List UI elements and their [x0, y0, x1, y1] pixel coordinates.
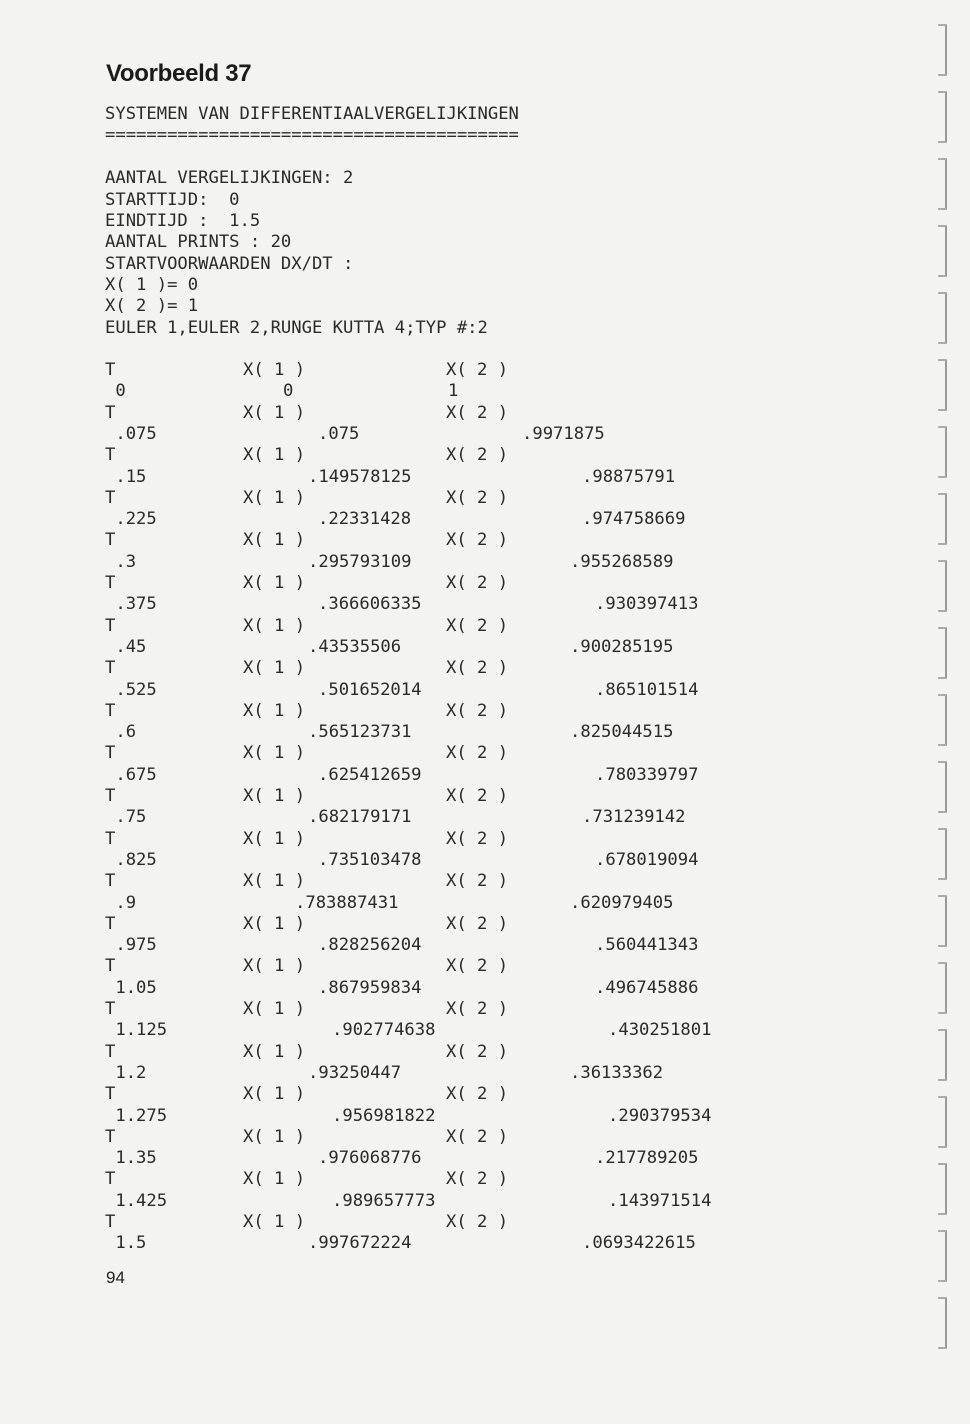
header-x1: X( 1 ) — [243, 1126, 306, 1147]
binder-tab-mark — [938, 1096, 947, 1148]
header-x2: X( 2 ) — [446, 402, 509, 423]
header-x2: X( 2 ) — [446, 360, 509, 380]
value-x2: .0693422615 — [582, 1233, 696, 1254]
value-x2: .780339797 — [595, 764, 699, 785]
header-x1: X( 1 ) — [243, 615, 306, 636]
header-x2: X( 2 ) — [446, 828, 509, 849]
value-x1: .625412659 — [318, 764, 422, 785]
value-x2: .217789205 — [595, 1148, 699, 1169]
value-x2: .98875791 — [582, 466, 676, 487]
value-t: .075 — [105, 423, 157, 444]
page-number: 94 — [106, 1268, 125, 1287]
value-x2: .430251801 — [608, 1020, 712, 1041]
value-t: .3 — [105, 551, 137, 572]
header-x1: X( 1 ) — [243, 828, 306, 849]
header-x1: X( 1 ) — [243, 658, 306, 679]
value-x2: .900285195 — [570, 636, 674, 657]
value-t: .75 — [105, 807, 147, 828]
binder-tab-mark — [938, 1230, 947, 1282]
binder-tab-mark — [938, 91, 947, 143]
binder-tab-mark — [938, 627, 947, 679]
binder-tab-mark — [938, 694, 947, 746]
binder-tab-mark — [938, 1029, 947, 1081]
value-t: 1.35 — [105, 1148, 157, 1169]
value-t: 1.275 — [105, 1105, 168, 1126]
param-equations: AANTAL VERGELIJKINGEN: 2 — [105, 168, 354, 188]
header-t: T — [105, 999, 116, 1019]
program-title: SYSTEMEN VAN DIFFERENTIAALVERGELIJKINGEN — [105, 104, 519, 124]
value-t: .825 — [105, 849, 157, 870]
value-x1: .902774638 — [332, 1020, 436, 1041]
value-x2: .865101514 — [595, 679, 699, 700]
value-x2: .290379534 — [608, 1105, 712, 1126]
value-x1: .43535506 — [308, 636, 402, 657]
value-x2: .560441343 — [595, 935, 699, 956]
value-t: .675 — [105, 764, 157, 785]
header-x1: X( 1 ) — [243, 1169, 306, 1190]
value-x2: .620979405 — [570, 892, 674, 913]
header-x1: X( 1 ) — [243, 487, 306, 508]
value-x1: .682179171 — [308, 807, 412, 828]
param-start-time: STARTTIJD: 0 — [105, 189, 240, 210]
value-x2: .36133362 — [570, 1062, 664, 1083]
value-t: .15 — [105, 466, 147, 487]
param-x1-initial: X( 1 )= 0 — [105, 275, 199, 295]
header-t: T — [105, 1212, 116, 1232]
binder-tab-mark — [938, 962, 947, 1014]
header-x2: X( 2 ) — [446, 999, 509, 1019]
value-t: 0 — [105, 381, 126, 402]
header-x1: X( 1 ) — [243, 999, 306, 1019]
value-t: 1.05 — [105, 977, 157, 998]
binder-tab-mark — [938, 560, 947, 612]
param-method-choice: EULER 1,EULER 2,RUNGE KUTTA 4;TYP #:2 — [105, 317, 488, 338]
header-x1: X( 1 ) — [243, 786, 306, 806]
header-x2: X( 2 ) — [446, 1084, 509, 1105]
binder-tab-mark — [938, 225, 947, 277]
header-x2: X( 2 ) — [446, 530, 509, 551]
value-t: .9 — [105, 892, 137, 913]
header-t: T — [105, 1041, 116, 1062]
header-x2: X( 2 ) — [446, 445, 509, 466]
value-x1: .075 — [318, 423, 360, 444]
header-t: T — [105, 1084, 116, 1105]
header-t: T — [105, 658, 116, 679]
value-x1: .956981822 — [332, 1105, 436, 1126]
value-x1: .295793109 — [308, 551, 412, 572]
header-x2: X( 2 ) — [446, 743, 509, 764]
header-t: T — [105, 786, 116, 806]
value-x1: .828256204 — [318, 935, 422, 956]
header-t: T — [105, 956, 116, 977]
header-x1: X( 1 ) — [243, 445, 306, 466]
value-t: .975 — [105, 935, 157, 956]
value-x1: 0 — [283, 381, 294, 402]
value-x1: .501652014 — [318, 679, 422, 700]
value-x1: .783887431 — [295, 892, 399, 913]
value-t: 1.2 — [105, 1062, 147, 1083]
value-x2: .678019094 — [595, 849, 699, 870]
value-x1: .867959834 — [318, 977, 422, 998]
value-t: .225 — [105, 509, 157, 530]
value-x2: .9971875 — [522, 423, 605, 444]
header-x2: X( 2 ) — [446, 1041, 509, 1062]
title-underline: ======================================== — [105, 125, 519, 145]
value-x1: .976068776 — [318, 1148, 422, 1169]
value-x1: .149578125 — [308, 466, 412, 487]
header-t: T — [105, 445, 116, 466]
value-x2: .731239142 — [582, 807, 686, 828]
binder-tab-mark — [938, 493, 947, 545]
binder-tab-mark — [938, 24, 947, 76]
binder-tab-mark — [938, 158, 947, 210]
header-x2: X( 2 ) — [446, 487, 509, 508]
header-x1: X( 1 ) — [243, 402, 306, 423]
header-x1: X( 1 ) — [243, 530, 306, 551]
binder-tab-mark — [938, 761, 947, 813]
header-t: T — [105, 700, 116, 721]
value-t: .375 — [105, 594, 157, 615]
header-x1: X( 1 ) — [243, 1212, 306, 1232]
value-x1: .366606335 — [318, 594, 422, 615]
binder-tab-mark — [938, 359, 947, 411]
value-x2: .143971514 — [608, 1190, 712, 1211]
value-x1: .22331428 — [318, 509, 412, 530]
value-t: 1.425 — [105, 1190, 168, 1211]
value-x2: 1 — [448, 381, 459, 402]
value-x2: .825044515 — [570, 722, 674, 743]
header-t: T — [105, 1126, 116, 1147]
value-x1: .565123731 — [308, 722, 412, 743]
binder-tab-mark — [938, 1297, 947, 1349]
header-t: T — [105, 487, 116, 508]
binder-tab-mark — [938, 895, 947, 947]
header-x1: X( 1 ) — [243, 871, 306, 892]
header-x1: X( 1 ) — [243, 743, 306, 764]
header-x2: X( 2 ) — [446, 615, 509, 636]
value-t: 1.125 — [105, 1020, 168, 1041]
header-x1: X( 1 ) — [243, 956, 306, 977]
param-end-time: EINDTIJD : 1.5 — [105, 211, 261, 231]
header-x1: X( 1 ) — [243, 360, 306, 380]
header-t: T — [105, 871, 116, 892]
header-t: T — [105, 530, 116, 551]
value-x1: .93250447 — [308, 1062, 402, 1083]
binder-tab-mark — [938, 828, 947, 880]
value-x2: .496745886 — [595, 977, 699, 998]
value-x1: .997672224 — [308, 1233, 412, 1254]
binder-tab-mark — [938, 292, 947, 344]
header-t: T — [105, 913, 116, 934]
value-x1: .735103478 — [318, 849, 422, 870]
header-t: T — [105, 360, 116, 380]
header-x2: X( 2 ) — [446, 1126, 509, 1147]
header-x2: X( 2 ) — [446, 1169, 509, 1190]
value-x1: .989657773 — [332, 1190, 436, 1211]
header-t: T — [105, 615, 116, 636]
value-t: .6 — [105, 722, 137, 743]
header-x2: X( 2 ) — [446, 573, 509, 593]
param-prints: AANTAL PRINTS : 20 — [105, 232, 292, 252]
value-t: 1.5 — [105, 1233, 147, 1254]
binder-tab-mark — [938, 426, 947, 478]
header-x2: X( 2 ) — [446, 786, 509, 806]
value-x2: .974758669 — [582, 509, 686, 530]
header-x1: X( 1 ) — [243, 1084, 306, 1105]
binder-tab-mark — [938, 1163, 947, 1215]
header-x2: X( 2 ) — [446, 913, 509, 934]
param-x2-initial: X( 2 )= 1 — [105, 296, 199, 316]
header-x1: X( 1 ) — [243, 573, 306, 593]
value-x2: .930397413 — [595, 594, 699, 615]
example-heading: Voorbeeld 37 — [106, 60, 252, 87]
header-t: T — [105, 743, 116, 764]
header-x2: X( 2 ) — [446, 956, 509, 977]
header-x2: X( 2 ) — [446, 1212, 509, 1232]
value-t: .45 — [105, 636, 147, 657]
header-t: T — [105, 402, 116, 423]
value-x2: .955268589 — [570, 551, 674, 572]
header-x2: X( 2 ) — [446, 871, 509, 892]
header-x1: X( 1 ) — [243, 1041, 306, 1062]
header-x2: X( 2 ) — [446, 658, 509, 679]
header-t: T — [105, 828, 116, 849]
header-t: T — [105, 573, 116, 593]
header-t: T — [105, 1169, 116, 1190]
header-x1: X( 1 ) — [243, 700, 306, 721]
header-x1: X( 1 ) — [243, 913, 306, 934]
value-t: .525 — [105, 679, 157, 700]
param-initial-conditions: STARTVOORWAARDEN DX/DT : — [105, 253, 354, 274]
header-x2: X( 2 ) — [446, 700, 509, 721]
